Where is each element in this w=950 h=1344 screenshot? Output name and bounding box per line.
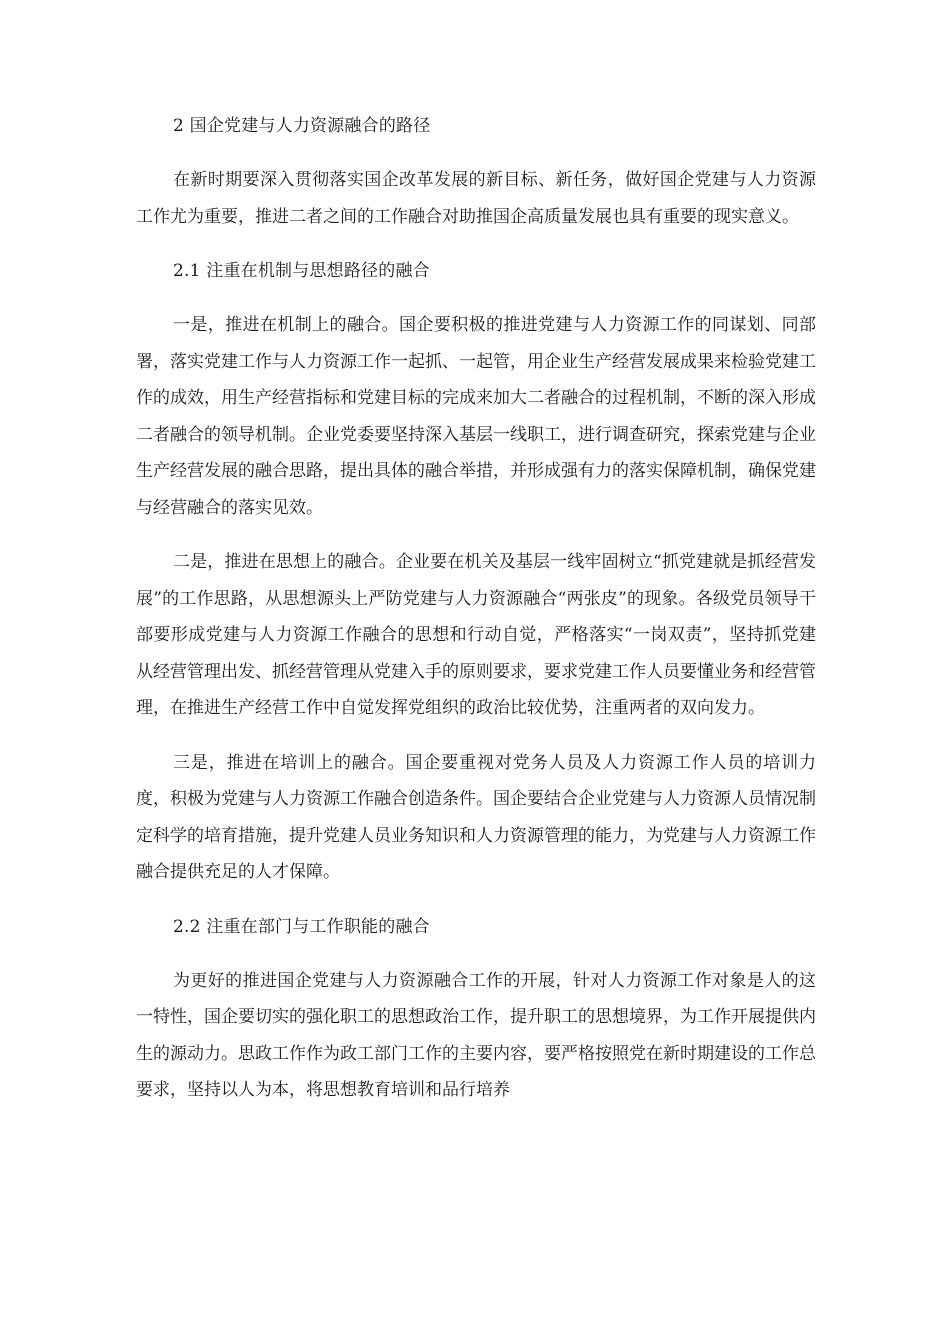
paragraph-thought: 二是，推进在思想上的融合。企业要在机关及基层一线牢固树立“抓党建就是抓经营发展”的工作思路，从思想源头上严防党建与人力资源融合“两张皮”的现象。各级党员领导干部要形成党建与人力资源工作融合的思想和行动自觉，严格落实“一岗双责”，坚持抓党建从经营管理出发、抓经营管理从党建入手的原则要求，要求党建工作人员要懂业务和经营管理，在推进生产经营工作中自觉发挥党组织的政治比较优势，注重两者的双向发力。 xyxy=(136,552,816,718)
section-heading-2-2: 2.2 注重在部门与工作职能的融合 xyxy=(173,916,430,937)
section-heading-2: 2 国企党建与人力资源融合的路径 xyxy=(173,116,431,136)
paragraph-training: 三是，推进在培训上的融合。国企要重视对党务人员及人力资源工作人员的培训力度，积极为党建与人力资源工作融合创造条件。国企要结合企业党建与人力资源人员情况制定科学的培育措施，提升党建人员业务知识和人力资源管理的能力，为党建与人力资源工作融合提供充足的人才保障。 xyxy=(136,752,816,882)
document-body xyxy=(136,108,816,1109)
paragraph-mechanism: 一是，推进在机制上的融合。国企要积极的推进党建与人力资源工作的同谋划、同部署，落实党建工作与人力资源工作一起抓、一起管，用企业生产经营发展成果来检验党建工作的成效，用生产经营指标和党建目标的完成来加大二者融合的过程机制，不断的深入形成二者融合的领导机制。企业党委要坚持深入基层一线职工，进行调查研究，探索党建与企业生产经营发展的融合思路，提出具体的融合举措，并形成强有力的落实保障机制，确保党建与经营融合的落实见效。 xyxy=(136,315,816,518)
section-heading-2-1: 2.1 注重在机制与思想路径的融合 xyxy=(173,261,430,281)
intro-paragraph: 在新时期要深入贯彻落实国企改革发展的新目标、新任务，做好国企党建与人力资源工作尤为重要，推进二者之间的工作融合对助推国企高质量发展也具有重要的现实意义。 xyxy=(136,170,816,227)
paragraph-department: 为更好的推进国企党建与人力资源融合工作的开展，针对人力资源工作对象是人的这一特性，国企要切实的强化职工的思想政治工作，提升职工的思想境界，为工作开展提供内生的源动力。思政工作作为政工部门工作的主要内容，要严格按照党在新时期建设的工作总要求，坚持以人为本，将思想教育培训和品行培养 xyxy=(136,970,816,1100)
